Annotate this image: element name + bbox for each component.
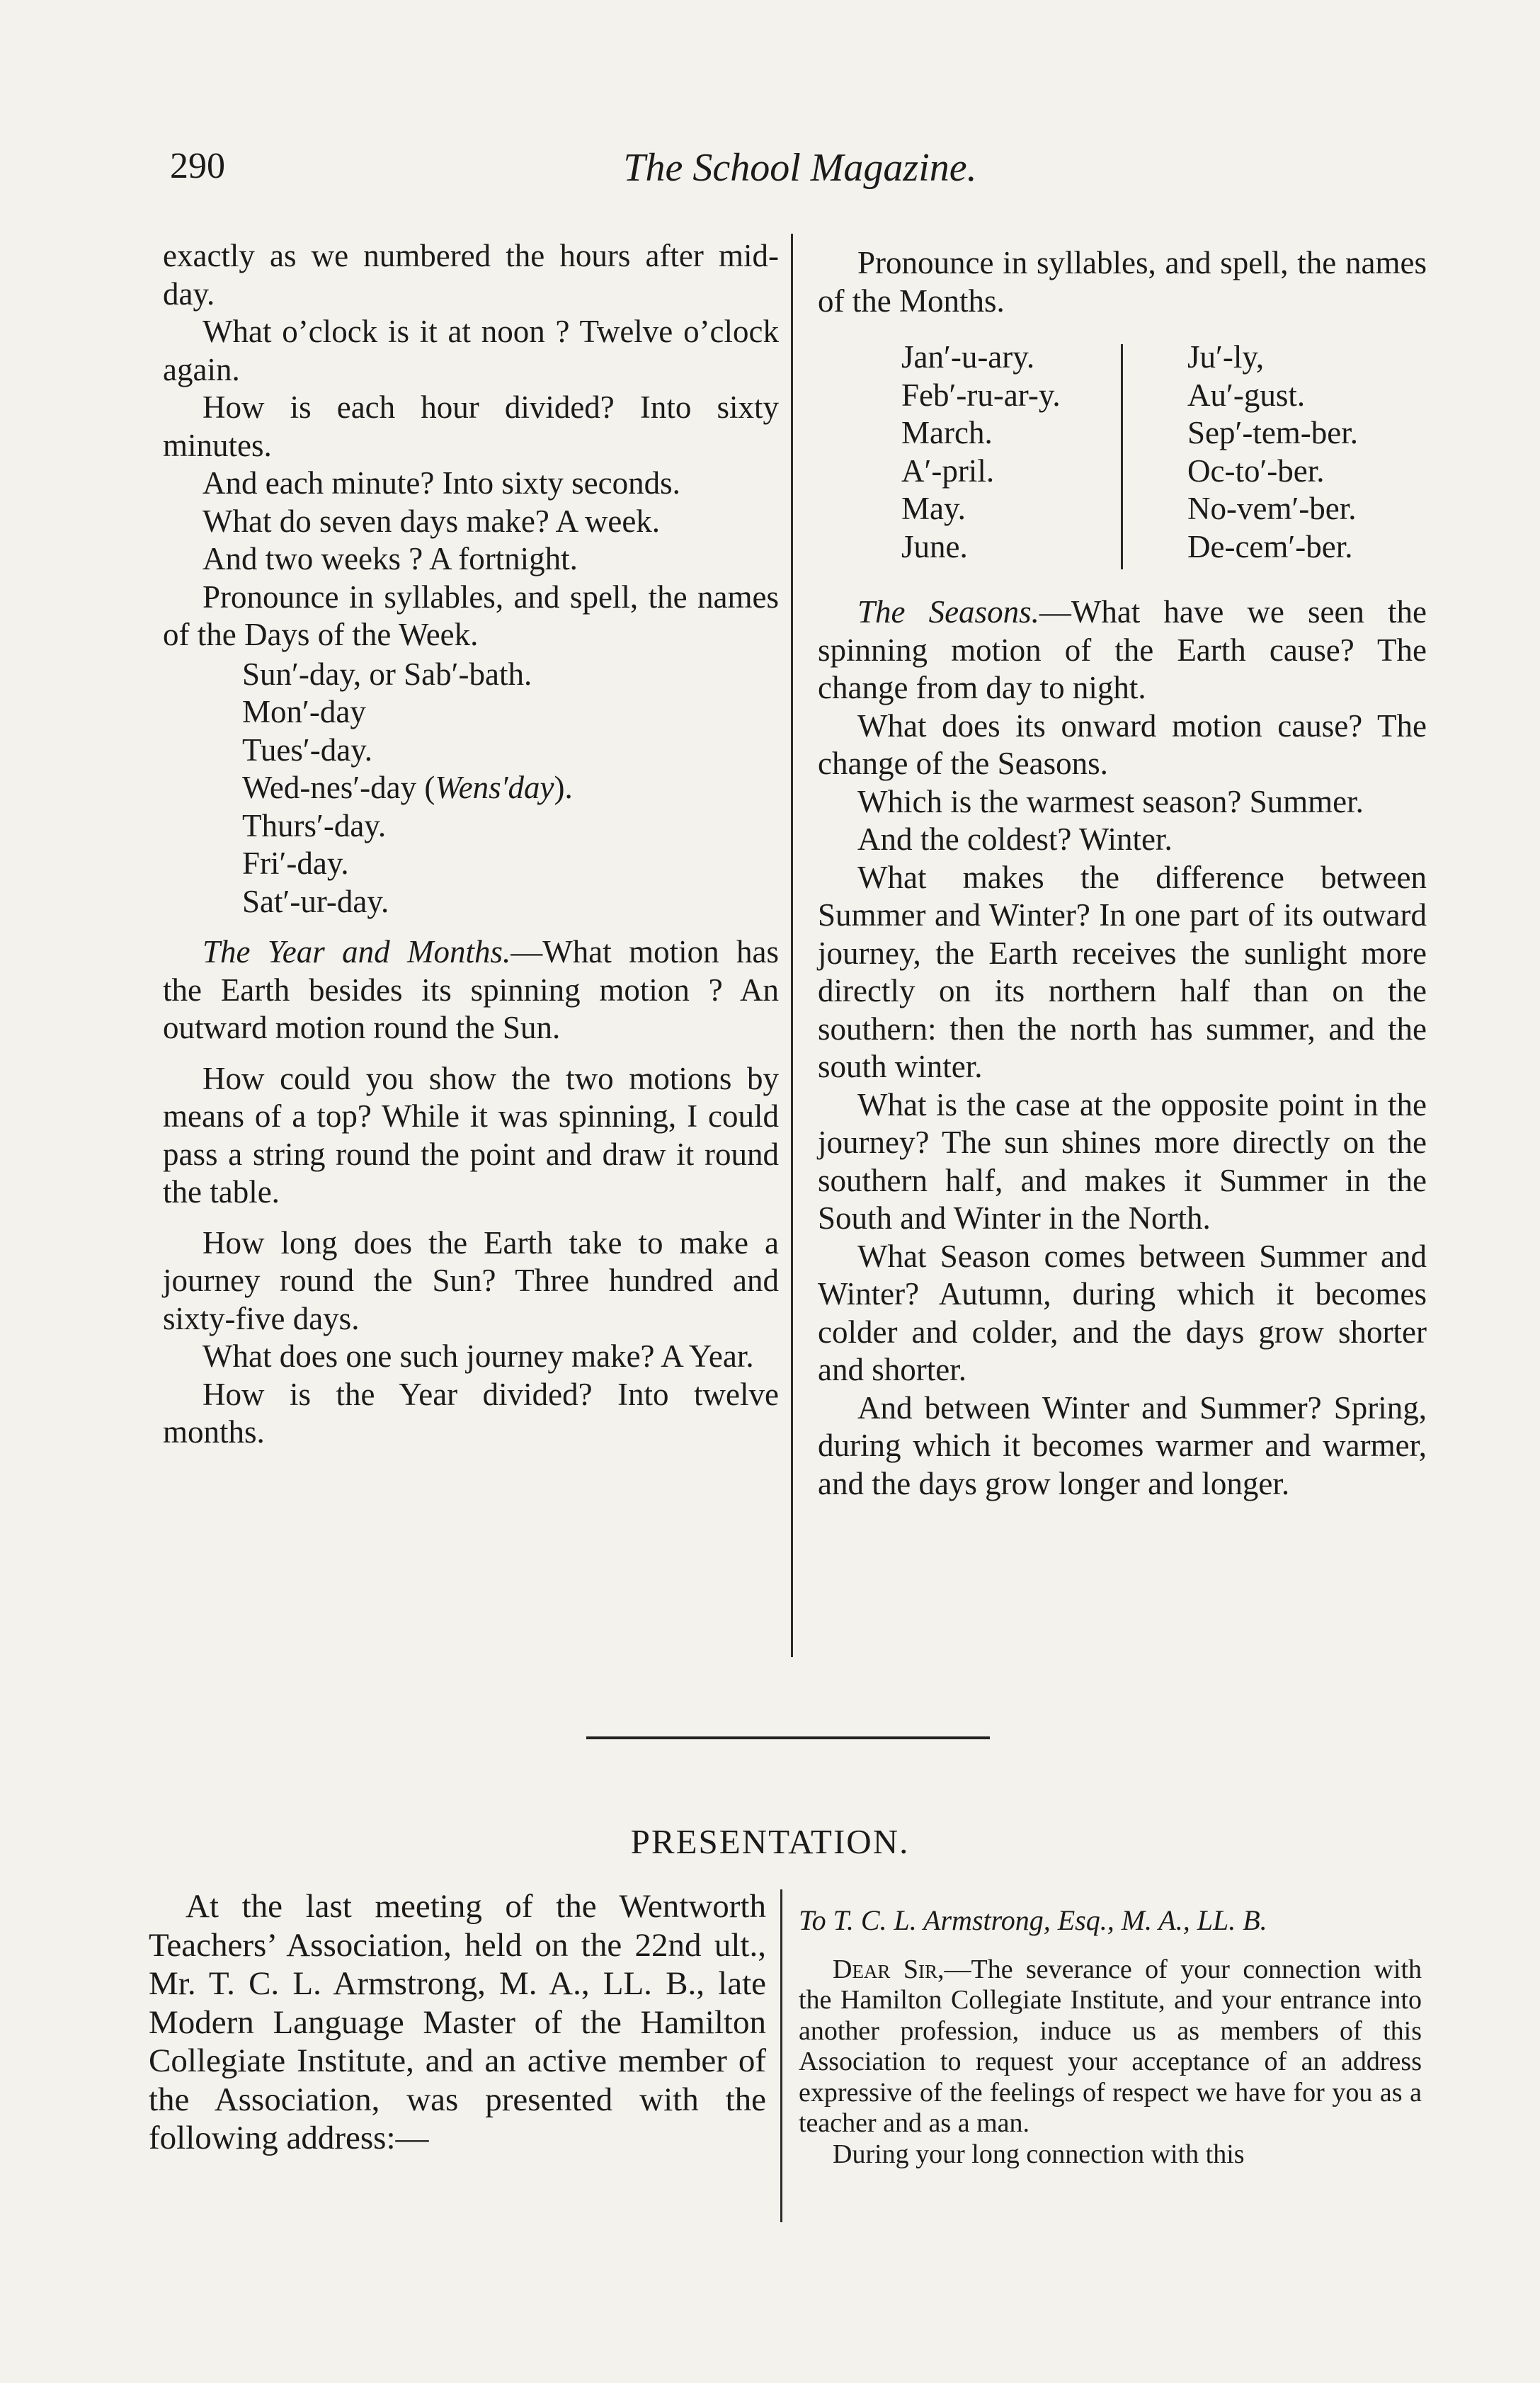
paragraph: And between Winter and Summer? Spring, during which it becomes warmer and warmer, and the days grow longer and longer. xyxy=(818,1389,1427,1501)
letter-text: —The severance of your connection with the Hamilton Collegiate Institute, and your entrance into another profession, induce us as members of this Association to request your acceptance of an address expressive of the feelings of respect we have for you as a teacher and as a man. xyxy=(799,1954,1422,2138)
section-heading: The Year and Months. xyxy=(203,934,511,969)
presentation-intro xyxy=(149,1887,766,2158)
presentation-address xyxy=(799,1905,1422,2170)
list-item: Tues′-day. xyxy=(242,732,373,768)
paragraph: What does one such journey make? A Year. xyxy=(203,1338,754,1374)
list-item: Fri′-day. xyxy=(242,846,349,881)
paragraph: How is the Year divided? Into twelve months. xyxy=(163,1376,779,1450)
list-item: De-cem′-ber. xyxy=(1187,528,1353,564)
pronunciation-note: Wens′day xyxy=(435,770,554,805)
paragraph: At the last meeting of the Wentworth Teachers’ Association, held on the 22nd ult., Mr. T. C. L. Armstrong, M. A., LL. B., late Modern Language Master of the Hamilton Collegiate Institute, and an active member of the Association, was presented with the following address:— xyxy=(149,1888,766,2156)
list-item: Ju′-ly, xyxy=(1187,339,1265,375)
day-name-close: ). xyxy=(554,770,573,805)
paragraph: What o’clock is it at noon ? Twelve o’clock again. xyxy=(163,314,779,387)
list-item: Feb′-ru-ar-y. xyxy=(901,377,1061,413)
paragraph: Which is the warmest season? Summer. xyxy=(857,783,1364,819)
days-of-week-list xyxy=(242,656,779,921)
paragraph: During your long connection with this xyxy=(833,2139,1245,2169)
list-item xyxy=(242,769,779,807)
right-column xyxy=(818,244,1427,1503)
list-item: Sep′-tem-ber. xyxy=(1187,415,1359,450)
months-list-left xyxy=(901,339,1061,566)
paragraph xyxy=(163,933,779,1047)
list-item: No-vem′-ber. xyxy=(1187,491,1357,526)
address-recipient: To T. C. L. Armstrong, Esq., M. A., LL. B. xyxy=(799,1904,1267,1936)
list-item: Sun′-day, or Sab′-bath. xyxy=(242,656,532,692)
months-table xyxy=(818,339,1427,572)
paragraph: How is each hour divided? Into sixty minutes. xyxy=(163,389,779,463)
paragraph: And the coldest? Winter. xyxy=(857,821,1173,857)
paragraph: What does its onward motion cause? The change of the Seasons. xyxy=(818,707,1427,781)
paragraph xyxy=(818,593,1427,707)
section-text: —What have we seen the spinning motion of the Earth cause? The change from day to night. xyxy=(818,594,1427,705)
section-heading: The Seasons. xyxy=(857,594,1039,630)
section-text: —What motion has the Earth besides its spinning motion ? An outward motion round the Sun. xyxy=(163,934,779,1045)
paragraph: What Season comes between Summer and Winter? Autumn, during which it becomes colder and colder, and the days grow shorter and shorter. xyxy=(818,1238,1427,1387)
section-divider xyxy=(586,1736,990,1739)
column-divider xyxy=(791,234,793,1657)
paragraph: What is the case at the opposite point in the journey? The sun shines more directly on the southern half, and makes it Summer in the South and Winter in the North. xyxy=(818,1086,1427,1236)
paragraph: What do seven days make? A week. xyxy=(203,503,661,539)
day-name: Wed-nes′-day ( xyxy=(242,770,435,805)
list-item: June. xyxy=(901,528,968,564)
left-column xyxy=(163,237,779,1452)
column-divider xyxy=(780,1889,782,2222)
paragraph: What makes the difference between Summer and Winter? In one part of its outward journey, the Earth receives the sunlight more directly on its northern half than on the southern: then the north has summer, and the south winter. xyxy=(818,859,1427,1084)
page-number: 290 xyxy=(170,146,225,186)
paragraph: And two weeks ? A fortnight. xyxy=(203,541,578,576)
paragraph: And each minute? Into sixty seconds. xyxy=(203,465,680,501)
paragraph: Pronounce in syllables, and spell, the names of the Days of the Week. xyxy=(163,579,779,652)
salutation: Dear Sir, xyxy=(833,1954,945,1984)
list-item: A′-pril. xyxy=(901,453,995,489)
list-item: Thurs′-day. xyxy=(242,807,387,843)
months-list-right xyxy=(1187,339,1358,566)
paragraph: How could you show the two motions by means of a top? While it was spinning, I could pass a string round the point and draw it round the table. xyxy=(163,1060,779,1210)
list-item: Sat′-ur-day. xyxy=(242,883,389,919)
list-item: March. xyxy=(901,415,993,450)
paragraph: exactly as we numbered the hours after mid-day. xyxy=(163,238,779,312)
running-title: The School Magazine. xyxy=(623,146,977,190)
paragraph: Pronounce in syllables, and spell, the names of the Months. xyxy=(818,245,1427,319)
paragraph: How long does the Earth take to make a journey round the Sun? Three hundred and sixty-five days. xyxy=(163,1224,779,1336)
page-header xyxy=(170,145,1430,202)
section-title: PRESENTATION. xyxy=(630,1822,910,1861)
months-divider xyxy=(1121,344,1123,569)
list-item: Oc-to′-ber. xyxy=(1187,453,1325,489)
paragraph xyxy=(799,1955,1422,2139)
list-item: Jan′-u-ary. xyxy=(901,339,1035,375)
list-item: May. xyxy=(901,491,966,526)
list-item: Mon′-day xyxy=(242,694,366,729)
list-item: Au′-gust. xyxy=(1187,377,1306,413)
